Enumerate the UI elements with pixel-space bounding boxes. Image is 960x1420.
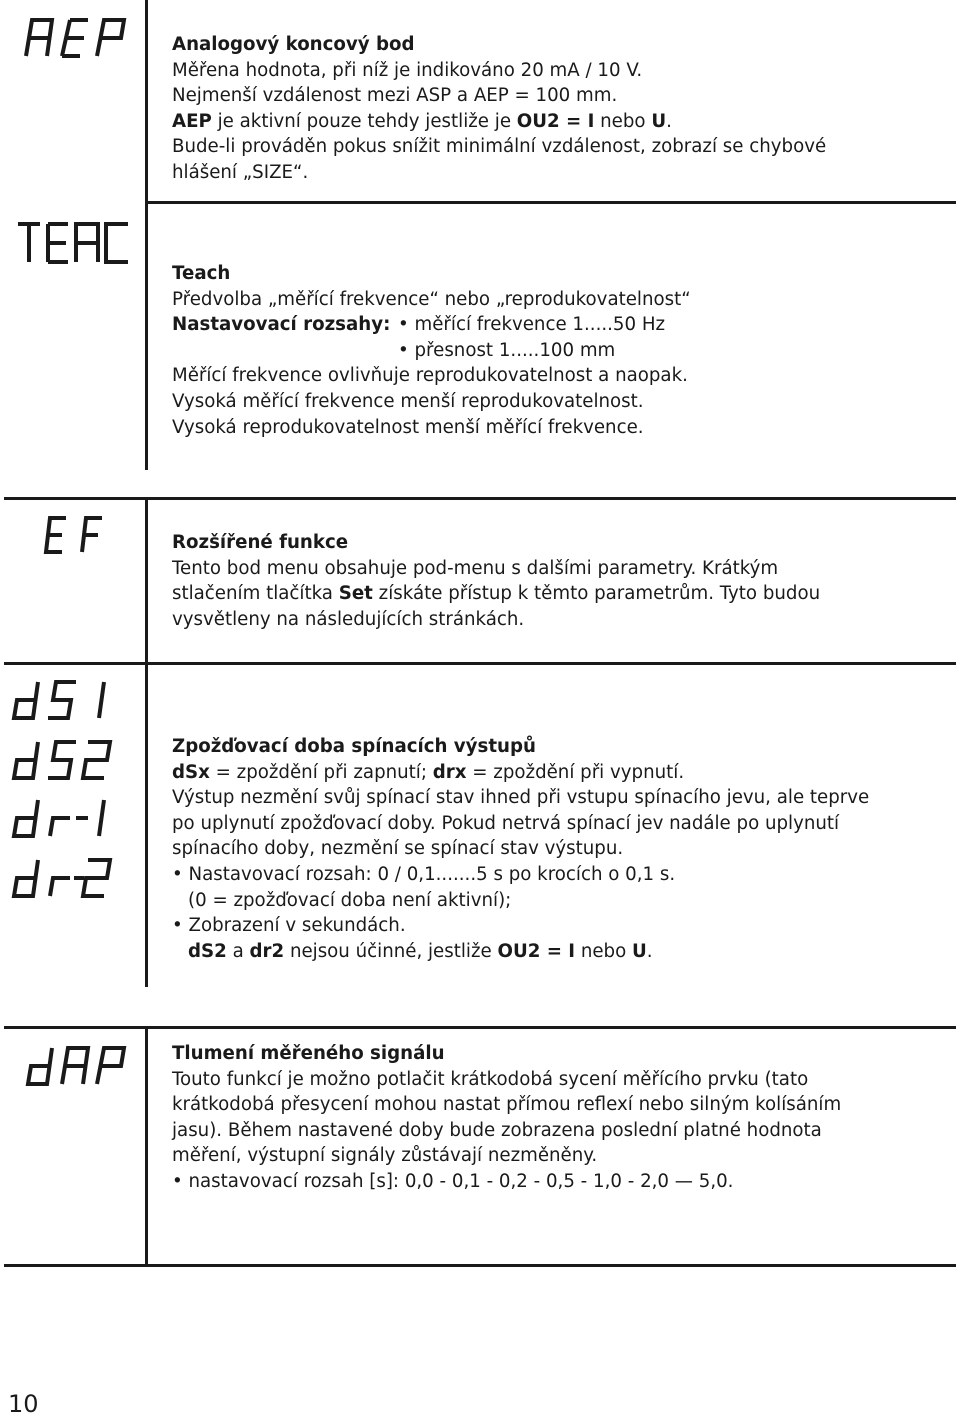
section-dap bbox=[172, 1041, 932, 1195]
text-line: • Zobrazení v sekundách. bbox=[172, 915, 406, 937]
left-divider-ds bbox=[145, 662, 148, 987]
text-line: Výstup nezmění svůj spínací stav ihned při vstupu spínacího jevu, ale teprve bbox=[172, 787, 870, 809]
display-code-ds1 bbox=[8, 678, 118, 722]
section-teac bbox=[172, 261, 932, 440]
text-line: • přesnost 1.....100 mm bbox=[398, 339, 616, 361]
section-title: Analogový koncový bod bbox=[172, 34, 415, 55]
text-line: měření, výstupní signály zůstávají nezměněny. bbox=[172, 1145, 598, 1167]
display-code-ds2 bbox=[8, 738, 118, 782]
text-line: krátkodobá přesycení mohou nastat přímou reflexí nebo silným kolísáním bbox=[172, 1094, 842, 1116]
text-line: Touto funkcí je možno potlačit krátkodobá sycení měřícího prvku (tato bbox=[172, 1068, 809, 1090]
display-code-dap bbox=[22, 1044, 132, 1088]
section-aep bbox=[172, 32, 932, 186]
text-line: spínacího doby, nezmění se spínací stav výstupu. bbox=[172, 838, 624, 860]
display-code-ef bbox=[42, 514, 106, 556]
left-divider-top bbox=[145, 0, 148, 470]
text-line: • nastavovací rozsah [s]: 0,0 - 0,1 - 0,2 - 0,5 - 1,0 - 2,0 — 5,0. bbox=[172, 1170, 734, 1192]
section-title: Rozšířené funkce bbox=[172, 532, 349, 553]
text-line: stlačením tlačítka Set získáte přístup k těmto parametrům. Tyto budou bbox=[172, 583, 821, 605]
text-line: dSx = zpoždění při zapnutí; drx = zpoždění při vypnutí. bbox=[172, 761, 685, 783]
text-line: Bude-li prováděn pokus snížit minimální vzdálenost, zobrazí se chybové bbox=[172, 136, 827, 158]
section-ef bbox=[172, 530, 932, 632]
section-title: Zpožďovací doba spínacích výstupů bbox=[172, 736, 536, 757]
text-line: po uplynutí zpožďovací doby. Pokud netrvá spínací jev nadále po uplynutí bbox=[172, 812, 840, 834]
section-delay bbox=[172, 734, 932, 964]
text-line: Vysoká měřící frekvence menší reprodukovatelnost. bbox=[172, 390, 644, 412]
display-code-teac bbox=[14, 220, 134, 266]
text-line: hlášení „SIZE“. bbox=[172, 161, 309, 183]
left-divider-ef bbox=[145, 497, 148, 664]
divider-aep-teac bbox=[148, 201, 956, 204]
section-title: Tlumení měřeného signálu bbox=[172, 1043, 445, 1064]
display-code-dr1 bbox=[8, 796, 118, 840]
text-line: Vysoká reprodukovatelnost menší měřící frekvence. bbox=[172, 416, 644, 438]
text-line: Nastavovací rozsahy: • měřící frekvence 1.....50 Hz bbox=[172, 314, 666, 336]
divider-bottom bbox=[4, 1264, 956, 1267]
text-line: Tento bod menu obsahuje pod-menu s dalšími parametry. Krátkým bbox=[172, 557, 779, 579]
text-line: Nejmenší vzdálenost mezi ASP a AEP = 100 mm. bbox=[172, 85, 618, 107]
text-line: Předvolba „měřící frekvence“ nebo „reprodukovatelnost“ bbox=[172, 288, 691, 310]
text-line: Měřící frekvence ovlivňuje reprodukovatelnost a naopak. bbox=[172, 365, 688, 387]
text-line: dS2 a dr2 nejsou účinné, jestliže OU2 = I nebo U. bbox=[188, 940, 653, 962]
text-line: jasu). Během nastavené doby bude zobrazena poslední platné hodnota bbox=[172, 1119, 822, 1141]
page-number: 10 bbox=[8, 1390, 39, 1418]
left-divider-dap bbox=[145, 1026, 148, 1266]
text-line: Měřena hodnota, při níž je indikováno 20 mA / 10 V. bbox=[172, 59, 643, 81]
section-title: Teach bbox=[172, 263, 231, 284]
text-line: vysvětleny na následujících stránkách. bbox=[172, 608, 525, 630]
text-line: (0 = zpožďovací doba není aktivní); bbox=[188, 889, 512, 911]
text-line: AEP je aktivní pouze tehdy jestliže je OU2 = I nebo U. bbox=[172, 110, 672, 132]
display-code-dr2 bbox=[8, 856, 118, 900]
text-line: • Nastavovací rozsah: 0 / 0,1.......5 s po krocích o 0,1 s. bbox=[172, 863, 676, 885]
display-code-aep bbox=[22, 16, 132, 60]
